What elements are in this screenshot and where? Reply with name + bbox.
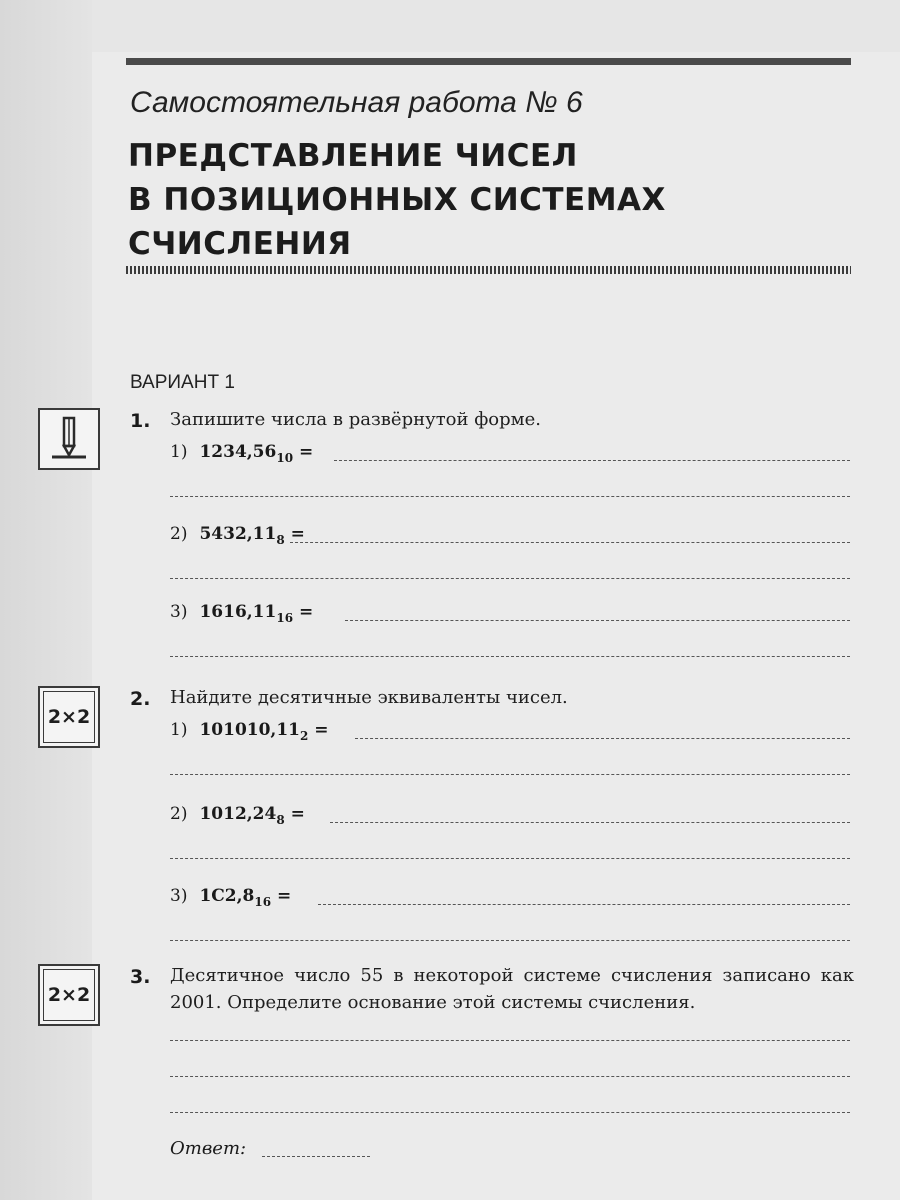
two-times-two-icon: 2×2 bbox=[38, 686, 100, 748]
answer-line[interactable] bbox=[170, 858, 850, 859]
answer-line[interactable] bbox=[170, 1040, 850, 1041]
pencil-icon bbox=[38, 408, 100, 470]
header-rule bbox=[126, 58, 851, 65]
title-line-1: ПРЕДСТАВЛЕНИЕ ЧИСЕЛ bbox=[128, 138, 578, 174]
answer-line[interactable] bbox=[170, 1112, 850, 1113]
task-2-item-1: 1) $101010,11_2$ = bbox=[170, 720, 329, 743]
task-2-number: 2. bbox=[130, 688, 151, 710]
answer-line[interactable] bbox=[355, 738, 850, 739]
title-line-3: СЧИСЛЕНИЯ bbox=[128, 226, 352, 262]
answer-line[interactable] bbox=[334, 460, 850, 461]
answer-line[interactable] bbox=[290, 542, 850, 543]
answer-line[interactable] bbox=[170, 1076, 850, 1077]
answer-line[interactable] bbox=[330, 822, 850, 823]
title-divider bbox=[126, 266, 851, 274]
two-times-two-icon: 2×2 bbox=[38, 964, 100, 1026]
page-title bbox=[128, 134, 848, 266]
task-1-item-3: 3) $1616,11_{16}$ = bbox=[170, 602, 314, 625]
answer-line[interactable] bbox=[170, 496, 850, 497]
task-1-number: 1. bbox=[130, 410, 151, 432]
work-subtitle: Самостоятельная работа № 6 bbox=[130, 86, 583, 119]
answer-line[interactable] bbox=[170, 940, 850, 941]
task-2-text: Найдите десятичные эквиваленты чисел. bbox=[170, 687, 568, 708]
answer-line[interactable] bbox=[170, 774, 850, 775]
task-1-text: Запишите числа в развёрнутой форме. bbox=[170, 409, 542, 430]
task-3-number: 3. bbox=[130, 966, 151, 988]
answer-line[interactable] bbox=[318, 904, 850, 905]
answer-label: Ответ: bbox=[170, 1138, 247, 1159]
task-1-item-1: 1) $1234,56_{10}$ = bbox=[170, 442, 314, 465]
answer-line[interactable] bbox=[170, 656, 850, 657]
answer-line[interactable] bbox=[170, 578, 850, 579]
answer-line[interactable] bbox=[345, 620, 850, 621]
task-2-item-2: 2) $1012,24_8$ = bbox=[170, 804, 305, 827]
title-line-2: В ПОЗИЦИОННЫХ СИСТЕМАХ bbox=[128, 182, 666, 218]
task-1-item-2: 2) $5432,11_8$ = bbox=[170, 524, 305, 547]
variant-label: ВАРИАНТ 1 bbox=[130, 372, 235, 393]
task-2-item-3: 3) $1C2,8_{16}$ = bbox=[170, 886, 292, 909]
answer-field[interactable] bbox=[262, 1156, 370, 1157]
top-band bbox=[92, 0, 900, 52]
task-3-text: Десятичное число 55 в некоторой системе счисления записано как 2001. Определите основание этой системы счисления. bbox=[170, 965, 854, 1013]
